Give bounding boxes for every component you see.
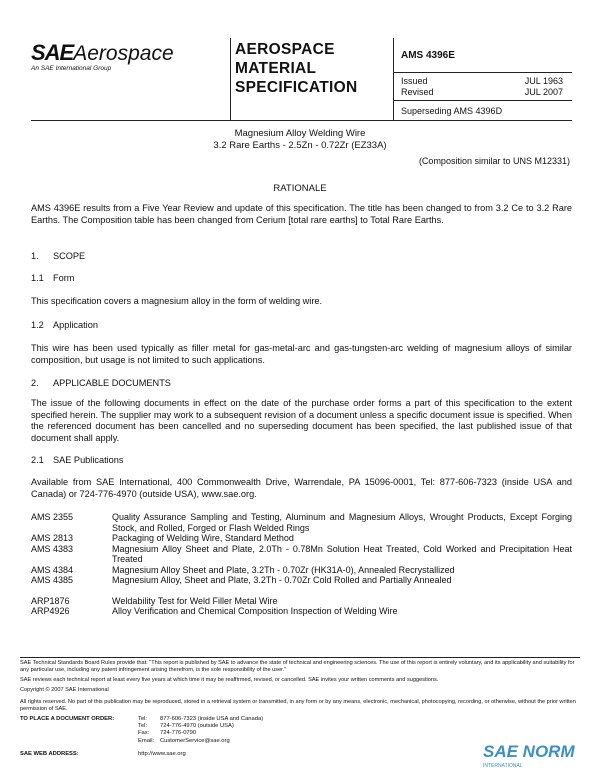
- section-number: 2.: [31, 378, 39, 388]
- section-title: SCOPE: [53, 251, 86, 261]
- reference-code: ARP4926: [31, 606, 70, 616]
- reference-item: [31, 544, 572, 565]
- norm-logo-subtext: INTERNATIONAL: [483, 763, 523, 769]
- header-divider: [393, 38, 394, 120]
- issued-date: JUL 1963: [524, 76, 563, 86]
- spec-title-line: AEROSPACE: [235, 41, 335, 58]
- logo-tagline: An SAE International Group: [31, 65, 112, 72]
- section-title: SAE Publications: [53, 455, 124, 465]
- reference-item: [31, 606, 572, 617]
- sae-norm-logo: [483, 740, 583, 770]
- document-header: [31, 38, 572, 120]
- reference-code: AMS 2813: [31, 533, 74, 543]
- reference-description: Magnesium Alloy Sheet and Plate, 3.2Th - 0.70Zr (HK31A-0), Annealed Recrystallized: [112, 564, 455, 575]
- tel-label: Tel:: [138, 723, 148, 730]
- order-label: TO PLACE A DOCUMENT ORDER:: [20, 716, 115, 722]
- rationale-text: AMS 4396E results from a Five Year Review and update of this specification. The title has been changed to from 3.2 Ce to 3.2 Rare Earths. The Composition table has been changed from Cerium [total rare earths] to Total Rare Earths.: [31, 203, 572, 225]
- document-number: AMS 4396E: [401, 50, 455, 61]
- header-divider: [31, 120, 572, 121]
- revised-date: JUL 2007: [524, 87, 563, 97]
- email-label: Email:: [138, 737, 155, 744]
- reference-description: Magnesium Alloy Sheet and Plate, 2.0Th - 0.78Mn Solution Heat Treated, Cold Worked and Precipitation Heat Treated: [112, 543, 572, 564]
- web-address: [20, 751, 186, 757]
- reference-description: Weldability Test for Weld Filler Metal Wire: [112, 595, 278, 606]
- spec-title-line: SPECIFICATION: [235, 79, 358, 96]
- section-heading-scope: [31, 251, 85, 261]
- spec-title-line: MATERIAL: [235, 60, 317, 77]
- tel-value: 724-776-4970 (outside USA): [160, 723, 234, 730]
- norm-logo-text: SAE NORM: [483, 742, 575, 761]
- reference-item: [31, 533, 572, 544]
- rationale-heading: RATIONALE: [273, 183, 327, 194]
- reference-list: [31, 512, 572, 617]
- email-value[interactable]: CustomerService@sae.org: [160, 737, 230, 744]
- reference-code: AMS 4385: [31, 575, 74, 585]
- applicable-documents-text: The issue of the following documents in effect on the date of the purchase order forms a part of this specification to the extent specified herein. The supplier may work to a subsequent revision of a document unless a specific document issue is specified. When the referenced document has been cancelled and no superseding document has been specified, the last published issue of that document shall apply.: [31, 398, 572, 443]
- document-order-contacts: [20, 716, 263, 745]
- reference-item: [31, 596, 572, 607]
- application-text: This wire has been used typically as filler metal for gas-metal-arc and gas-tungsten-arc welding of magnesium alloys of similar composition, but usage is not limited to such applications.: [31, 343, 572, 365]
- reference-code: AMS 4384: [31, 564, 74, 575]
- web-address-label: SAE WEB ADDRESS:: [20, 751, 79, 757]
- section-title: APPLICABLE DOCUMENTS: [53, 378, 171, 388]
- tel-label: Tel:: [138, 716, 148, 722]
- superseding-note: Superseding AMS 4396D: [401, 106, 503, 116]
- subsection-heading-form: [31, 273, 74, 283]
- subsection-heading-application: [31, 320, 98, 330]
- web-address-link[interactable]: http://www.sae.org: [138, 751, 186, 757]
- subsection-heading-sae-publications: [31, 455, 123, 465]
- reference-description: Packaging of Welding Wire, Standard Method: [112, 533, 294, 543]
- form-text: This specification covers a magnesium alloy in the form of welding wire.: [31, 296, 323, 306]
- reference-code: AMS 2355: [31, 512, 74, 522]
- section-number: 1.2: [31, 320, 44, 330]
- reference-description: Quality Assurance Sampling and Testing, Aluminum and Magnesium Alloys, Wrought Products, Except Forging Stock, and Rolled, Forged or Flash Welded Rings: [112, 512, 572, 533]
- footer-rule: [20, 657, 580, 658]
- section-number: 1.1: [31, 273, 44, 283]
- issued-label: Issued: [401, 76, 428, 86]
- header-divider: [230, 38, 231, 120]
- footer-copyright: Copyright © 2007 SAE International: [20, 687, 109, 693]
- document-dates: [401, 76, 569, 98]
- revised-label: Revised: [401, 87, 434, 97]
- reference-item: [31, 575, 572, 586]
- section-number: 2.1: [31, 455, 44, 465]
- header-divider: [393, 100, 572, 101]
- section-title: Form: [53, 273, 75, 283]
- header-divider: [393, 72, 572, 73]
- logo-aerospace-text: Aerospace: [73, 42, 174, 65]
- composition-note: (Composition similar to UNS M12331): [418, 156, 570, 166]
- reference-description: Magnesium Alloy, Sheet and Plate, 3.2Th - 0.70Zr Cold Rolled and Partially Annealed: [112, 575, 452, 585]
- fax-label: Fax:: [138, 730, 150, 737]
- tel-value: 877-606-7323 (inside USA and Canada): [160, 716, 264, 722]
- section-heading-applicable-documents: [31, 378, 171, 388]
- fax-value: 724-776-0790: [160, 730, 197, 737]
- material-title: [0, 128, 600, 152]
- reference-code: ARP1876: [31, 595, 70, 606]
- reference-description: Alloy Verification and Chemical Composition Inspection of Welding Wire: [112, 606, 398, 616]
- section-number: 1.: [31, 251, 39, 261]
- reference-item: [31, 512, 572, 533]
- footer-rights: All rights reserved. No part of this publication may be reproduced, stored in a retrieval system or transmitted, in any form or by any means, electronic, mechanical, photocopying, recording, or otherwise, without the prior written permission of SAE.: [20, 699, 576, 712]
- sae-aerospace-logo: [31, 40, 226, 80]
- material-title-line: 3.2 Rare Earths - 2.5Zn - 0.72Zr (EZ33A): [213, 140, 387, 151]
- footer-review-note: SAE reviews each technical report at least every five years at which time it may be reaffirmed, revised, or cancelled. SAE invites your written comments and suggestions.: [20, 677, 439, 683]
- reference-code: AMS 4383: [31, 543, 74, 554]
- footer-standards-rules: SAE Technical Standards Board Rules provide that: "This report is published by SAE to advance the state of technical and engineering sciences. The use of this report is entirely voluntary, and its applicability and suitability for any particular use, including any patent infringement arising therefrom, is the sole responsibility of the user.": [20, 660, 575, 673]
- sae-publications-text: Available from SAE International, 400 Commonwealth Drive, Warrendale, PA 15096-0001, Tel: 877-606-7323 (inside USA and Canada) or 724-776-4970 (outside USA), www.sae.org.: [31, 477, 572, 499]
- spec-title: [235, 40, 391, 97]
- reference-item: [31, 565, 572, 576]
- material-title-line: Magnesium Alloy Welding Wire: [234, 128, 366, 139]
- section-title: Application: [53, 320, 98, 330]
- logo-sae-text: SAE: [31, 40, 74, 65]
